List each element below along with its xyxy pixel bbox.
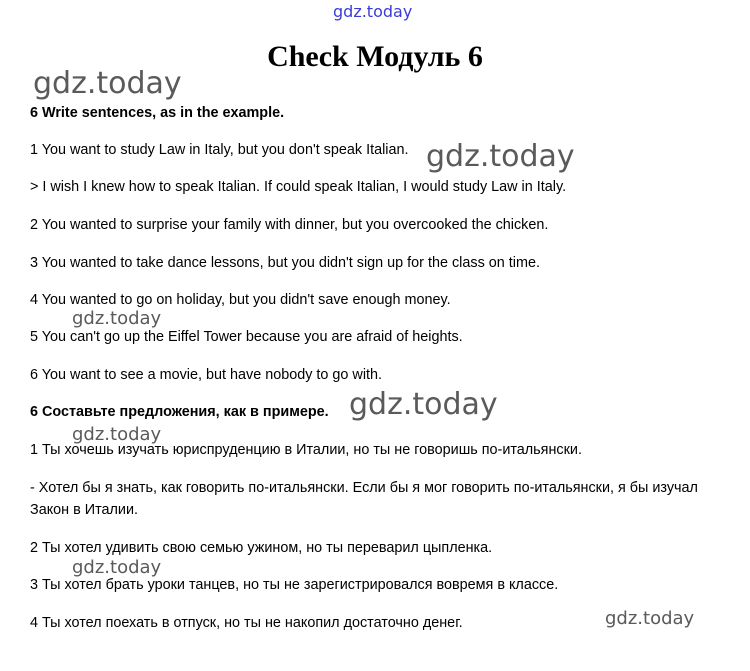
en-heading: 6 Write sentences, as in the example. (30, 105, 285, 121)
watermark: gdz.today (605, 608, 695, 629)
ru-heading: 6 Составьте предложения, как в примере. (30, 404, 329, 420)
ru-item-2: 2 Ты хотел удивить свою семью ужином, но ты переварил цыпленка. (30, 540, 493, 556)
en-item-3: 3 You wanted to take dance lessons, but you didn't sign up for the class on time. (30, 255, 540, 271)
watermark: gdz.today (33, 66, 182, 101)
watermark: gdz.today (72, 308, 162, 329)
watermark: gdz.today (72, 424, 162, 445)
en-item-6: 6 You want to see a movie, but have nobody to go with. (30, 367, 383, 383)
ru-example-answer: - Хотел бы я знать, как говорить по-итальянски. Если бы я мог говорить по-итальянски, я бы изучал (30, 480, 698, 496)
ru-example-answer-cont: Закон в Италии. (30, 502, 138, 518)
en-item-4: 4 You wanted to go on holiday, but you didn't save enough money. (30, 292, 451, 308)
en-example-answer: > I wish I knew how to speak Italian. If could speak Italian, I would study Law in Italy. (30, 179, 567, 195)
en-item-2: 2 You wanted to surprise your family with dinner, but you overcooked the chicken. (30, 217, 549, 233)
watermark-top: gdz.today (333, 2, 413, 21)
watermark: gdz.today (349, 387, 498, 422)
ru-item-4: 4 Ты хотел поехать в отпуск, но ты не накопил достаточно денег. (30, 615, 463, 631)
ru-item-3: 3 Ты хотел брать уроки танцев, но ты не зарегистрировался вовремя в классе. (30, 577, 559, 593)
ru-item-1: 1 Ты хочешь изучать юриспруденцию в Италии, но ты не говоришь по-итальянски. (30, 442, 582, 458)
watermark: gdz.today (72, 557, 162, 578)
watermark: gdz.today (426, 139, 575, 174)
en-item-1: 1 You want to study Law in Italy, but you don't speak Italian. (30, 142, 409, 158)
en-item-5: 5 You can't go up the Eiffel Tower because you are afraid of heights. (30, 329, 463, 345)
page-title: Check Модуль 6 (267, 40, 483, 73)
